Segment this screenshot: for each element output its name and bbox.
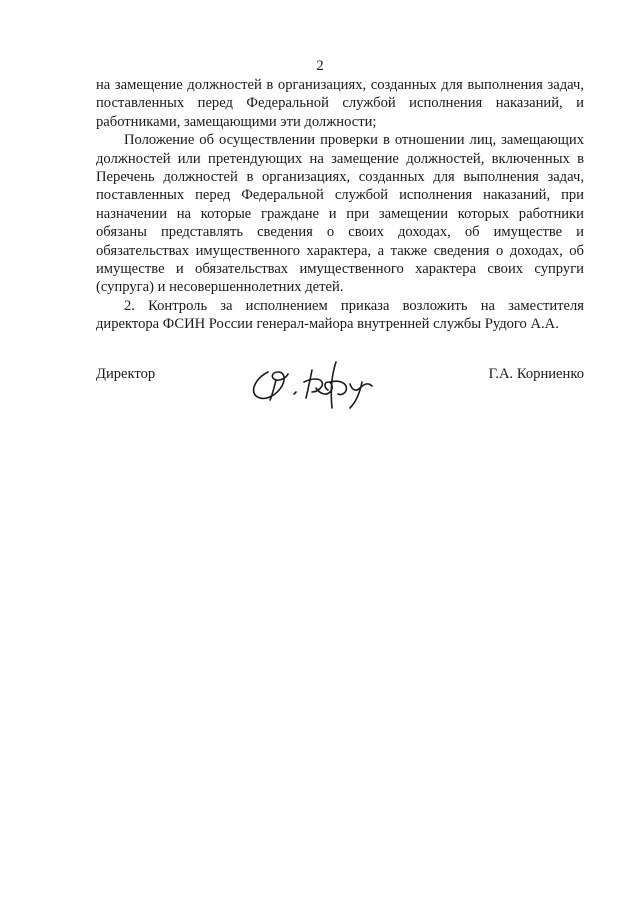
signature-block <box>96 352 584 412</box>
paragraph-control: 2. Контроль за исполнением приказа возложить на заместителя директора ФСИН России генерал-майора внутренней службы Рудого А.А. <box>96 297 584 333</box>
document-body <box>96 76 584 334</box>
signer-title: Директор <box>96 366 156 382</box>
paragraph-continuation: на замещение должностей в организациях, созданных для выполнения задач, поставленных перед Федеральной службой исполнения наказаний, и работниками, замещающими эти должности; <box>96 77 584 130</box>
paragraph-regulation: Положение об осуществлении проверки в отношении лиц, замещающих должностей или претендующих на замещение должностей, включенных в Перечень должностей в организациях, созданных для выполнения задач, поставленных перед Федеральной службой исполнения наказаний, при назначении на которые граждане и при замещении которых работники обязаны представлять сведения о своих доходах, об имуществе и обязательствах имущественного характера, а также сведения о доходах, об имуществе и обязательствах имущественного характера своих супруги (супруга) и несовершеннолетних детей. <box>96 132 584 296</box>
handwritten-signature <box>246 352 396 412</box>
signer-name: Г.А. Корниенко <box>488 366 584 382</box>
page-number: 2 <box>316 58 324 74</box>
